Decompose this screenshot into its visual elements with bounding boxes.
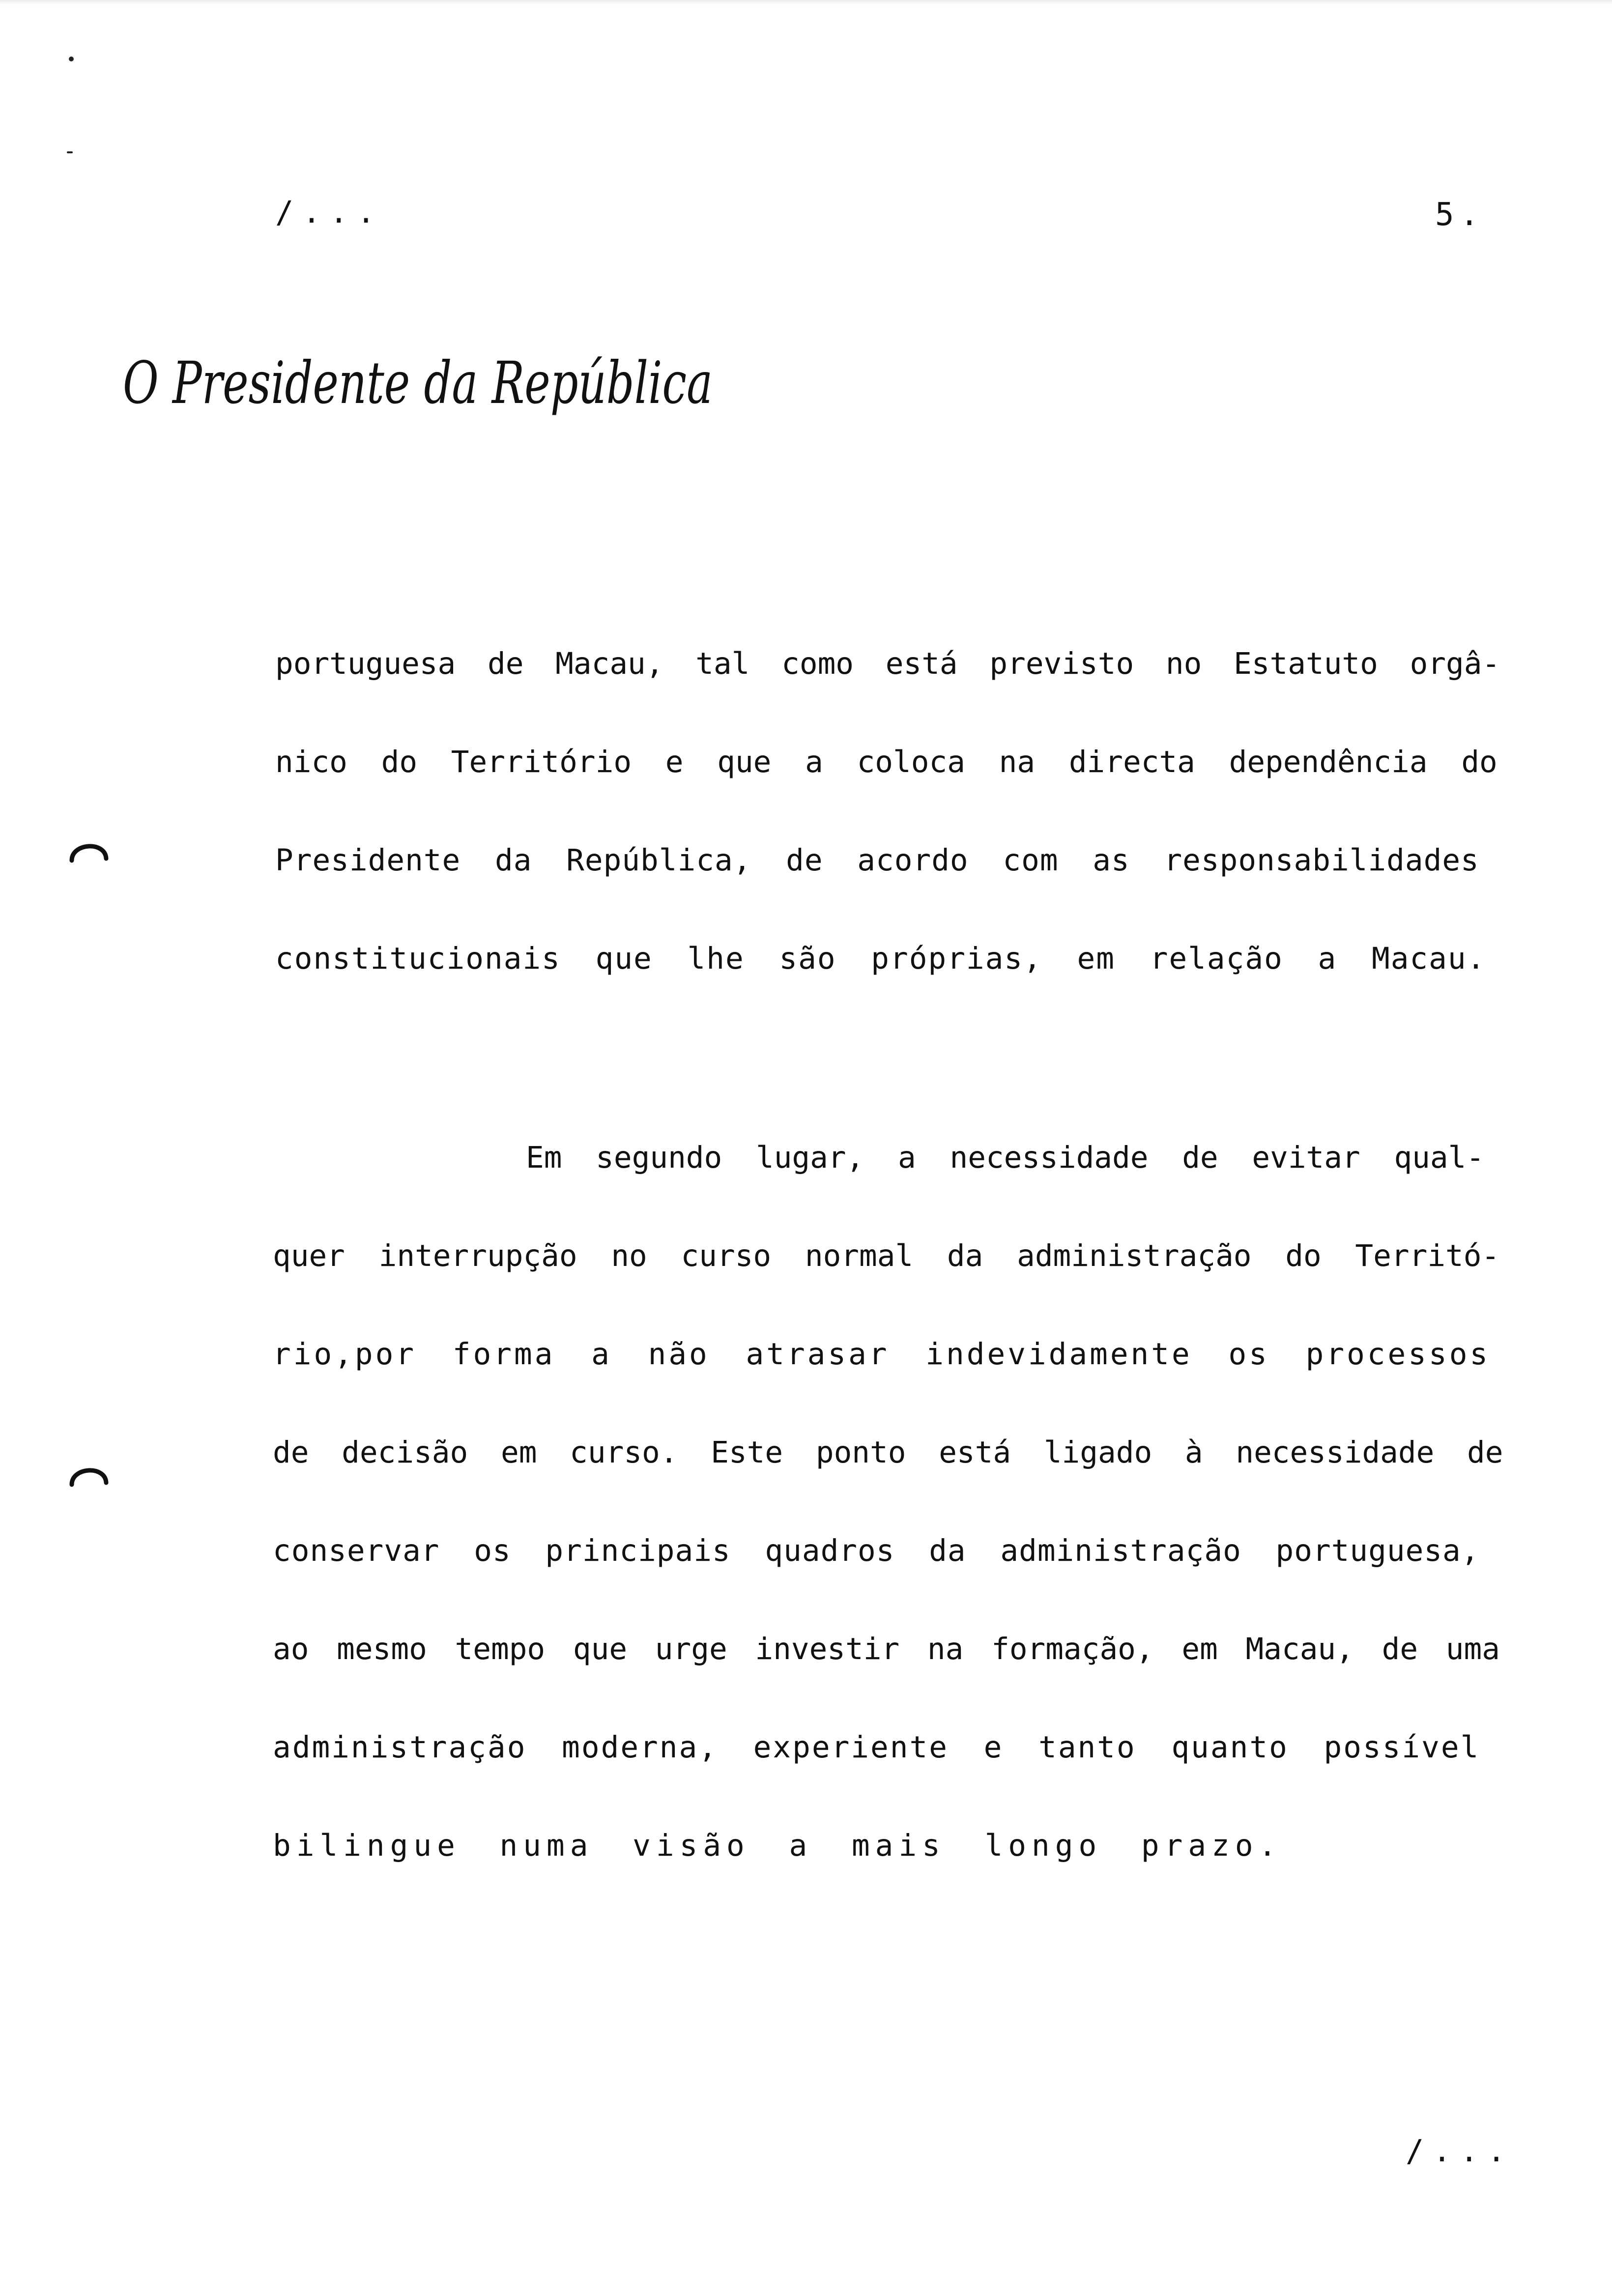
paragraph-2-line: de decisão em curso. Este ponto está ligado à necessidade de xyxy=(273,1435,1503,1470)
page-number: 5. xyxy=(1435,197,1485,233)
paragraph-1-line: portuguesa de Macau, tal como está previsto no Estatuto orgâ- xyxy=(275,646,1500,681)
scan-speck xyxy=(67,151,73,153)
paragraph-1-line: constitucionais que lhe são próprias, em relação a Macau. xyxy=(275,941,1486,976)
punch-hole-mark-bottom xyxy=(69,1462,108,1487)
paragraph-2-line: administração moderna, experiente e tanto quanto possível xyxy=(273,1730,1480,1765)
paragraph-2-first-line: Em segundo lugar, a necessidade de evitar qual- xyxy=(526,1140,1485,1175)
paragraph-2-line: conservar os principais quadros da administração portuguesa, xyxy=(273,1533,1480,1568)
continued-from-marker: /... xyxy=(275,194,384,230)
paragraph-1-line: Presidente da República, de acordo com as responsabilidades xyxy=(275,843,1479,878)
scan-speck xyxy=(69,57,74,61)
punch-hole-mark-top xyxy=(69,838,108,862)
paragraph-2-line: bilingue numa visão a mais longo prazo. xyxy=(273,1828,1282,1863)
letterhead-title-text: O Presidente da República xyxy=(123,349,713,417)
paragraph-1-line: nico do Território e que a coloca na directa dependência do xyxy=(275,745,1497,779)
paragraph-2-line: quer interrupção no curso normal da administração do Territó- xyxy=(273,1238,1500,1273)
paragraph-2-line: rio,por forma a não atrasar indevidamente os processos xyxy=(273,1337,1491,1372)
paragraph-2-line: ao mesmo tempo que urge investir na formação, em Macau, de uma xyxy=(273,1632,1500,1666)
scan-top-edge xyxy=(0,0,1612,5)
letterhead-script-title xyxy=(118,344,727,437)
continued-on-marker: /... xyxy=(1406,2133,1515,2169)
